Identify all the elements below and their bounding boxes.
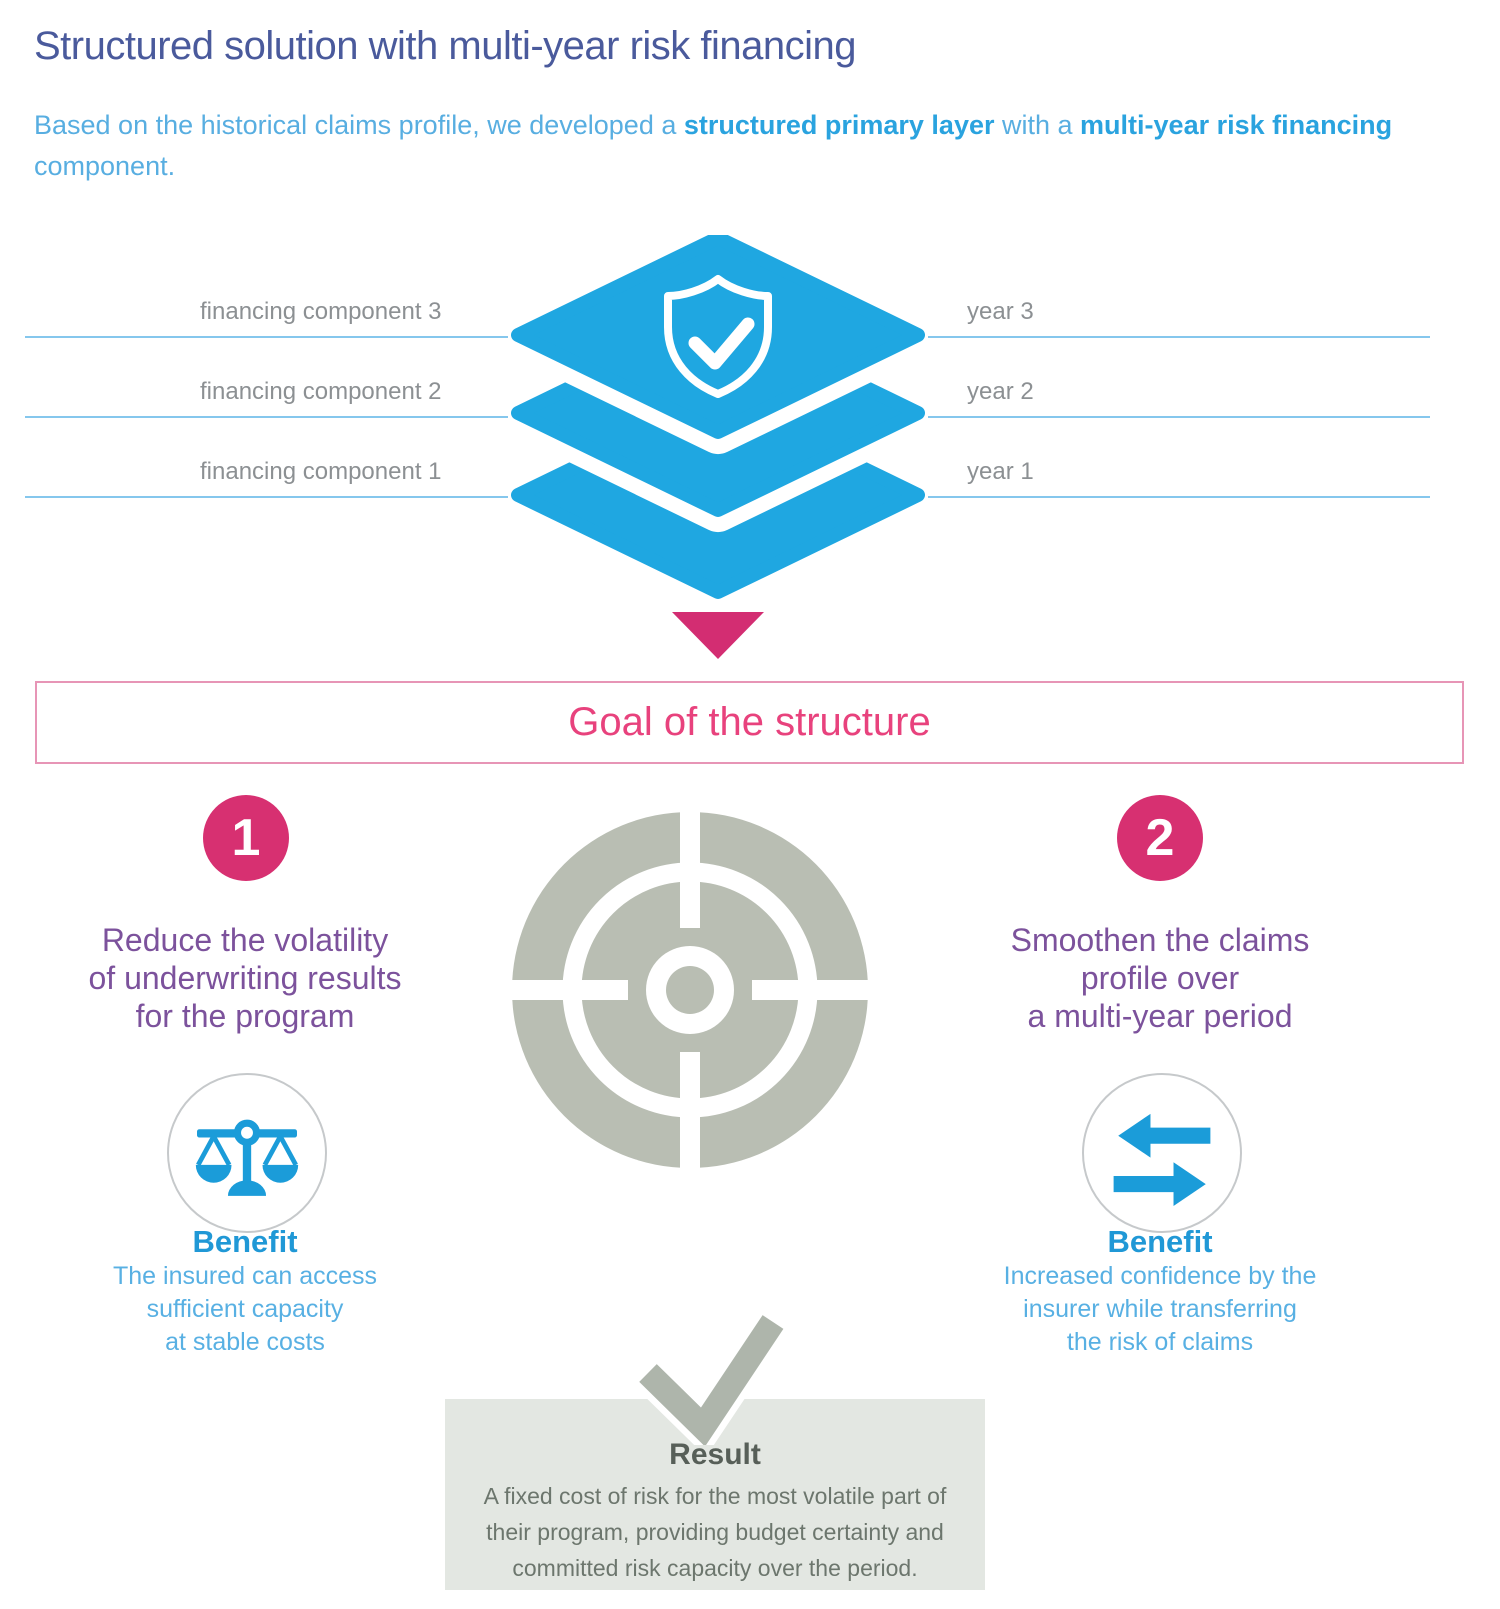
intro-line-1	[34, 105, 1392, 146]
label-year-3: year 3	[967, 298, 1034, 325]
benefit-1-line: at stable costs	[165, 1328, 325, 1356]
benefit-1-line: The insured can access	[112, 1262, 378, 1290]
goal-2-description	[960, 921, 1360, 1035]
goal-1-number-badge	[203, 795, 289, 881]
result-title: Result	[669, 1438, 761, 1471]
checkmark-icon	[615, 1305, 790, 1445]
result-text	[445, 1478, 985, 1586]
intro-paragraph	[34, 105, 1392, 187]
layers-stack-icon	[508, 235, 928, 605]
goal-1-line: Reduce the volatility	[101, 922, 389, 958]
label-year-1: year 1	[967, 458, 1034, 485]
goal-2-number: 2	[1145, 809, 1175, 867]
down-arrow-icon	[672, 612, 764, 659]
benefit-1-line: sufficient capacity	[146, 1295, 344, 1323]
balance-scale-icon	[187, 1103, 307, 1203]
benefit-2-line: insurer while transferring	[1023, 1295, 1297, 1323]
benefit-2-text	[960, 1260, 1360, 1359]
benefit-1-circle	[167, 1073, 327, 1233]
result-line: their program, providing budget certainty and	[486, 1519, 944, 1545]
goal-2-line: profile over	[1080, 960, 1240, 996]
intro-text: Based on the historical claims profile, we developed a	[34, 110, 684, 140]
intro-line-2: component.	[34, 151, 176, 181]
page-title: Structured solution with multi-year risk financing	[34, 24, 857, 68]
goal-2-line: a multi-year period	[1027, 998, 1293, 1034]
target-icon	[512, 812, 868, 1168]
benefit-1-text	[45, 1260, 445, 1359]
benefit-1-title: Benefit	[192, 1224, 298, 1259]
result-line: committed risk capacity over the period.	[512, 1555, 918, 1581]
label-financing-component-1: financing component 1	[200, 458, 442, 485]
intro-bold-structured-primary-layer: structured primary layer	[683, 110, 995, 140]
goal-1-number: 1	[231, 809, 261, 867]
goal-title: Goal of the structure	[568, 700, 931, 744]
goal-2-number-badge	[1117, 795, 1203, 881]
label-year-2: year 2	[967, 378, 1034, 405]
benefit-2-circle	[1082, 1073, 1242, 1233]
label-financing-component-3: financing component 3	[200, 298, 442, 325]
goal-box	[35, 681, 1464, 764]
goal-2-line: Smoothen the claims	[1010, 922, 1310, 958]
intro-text: with a	[994, 110, 1081, 140]
transfer-arrows-icon	[1104, 1100, 1220, 1206]
benefit-2-line: the risk of claims	[1066, 1328, 1254, 1356]
goal-1-description	[45, 921, 445, 1035]
benefit-2-line: Increased confidence by the	[1003, 1262, 1317, 1290]
goal-1-line: for the program	[135, 998, 355, 1034]
intro-bold-multi-year-risk-financing: multi-year risk financing	[1080, 110, 1393, 140]
label-financing-component-2: financing component 2	[200, 378, 442, 405]
result-line: A fixed cost of risk for the most volatile part of	[483, 1483, 947, 1509]
benefit-2-title: Benefit	[1107, 1224, 1213, 1259]
goal-1-line: of underwriting results	[88, 960, 402, 996]
